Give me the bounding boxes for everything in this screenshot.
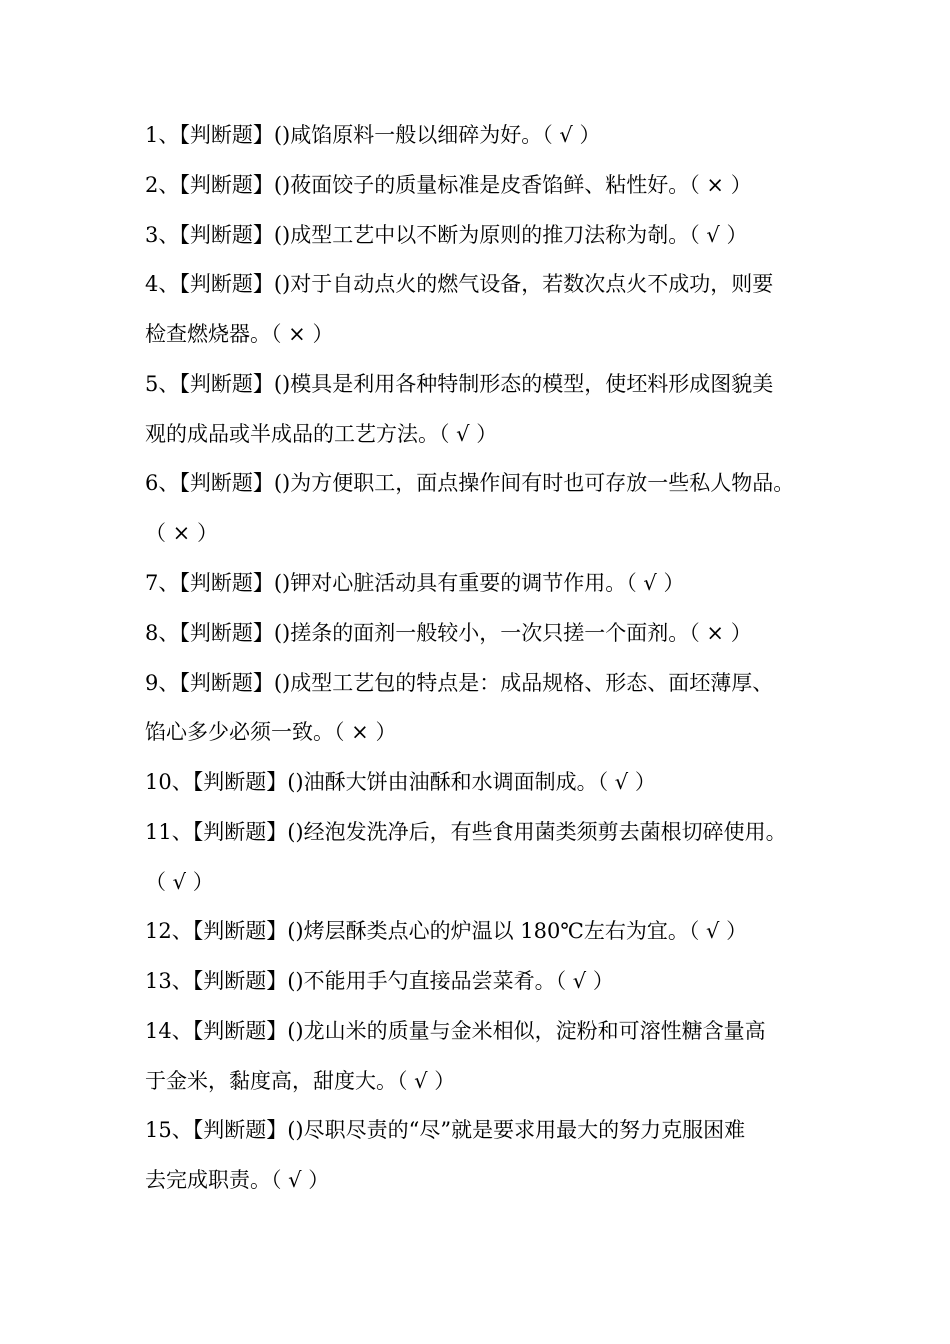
question-6-line-1: 6、【判断题】()为方便职工，面点操作间有时也可存放一些私人物品。 xyxy=(145,471,795,495)
question-8-line-1: 8、【判断题】()搓条的面剂一般较小，一次只搓一个面剂。（ × ） xyxy=(145,621,752,645)
question-12-line-1: 12、【判断题】()烤层酥类点心的炉温以 180℃左右为宜。（ √ ） xyxy=(145,919,748,943)
question-14-line-1: 14、【判断题】()龙山米的质量与金米相似，淀粉和可溶性糖含量高 xyxy=(145,1019,766,1043)
question-7-line-1: 7、【判断题】()钾对心脏活动具有重要的调节作用。（ √ ） xyxy=(145,571,685,595)
question-15-line-2: 去完成职责。（ √ ） xyxy=(145,1168,330,1192)
question-6-line-2: （ × ） xyxy=(145,521,218,545)
question-11-line-1: 11、【判断题】()经泡发洗净后，有些食用菌类须剪去菌根切碎使用。 xyxy=(145,820,787,844)
question-9-line-2: 馅心多少必须一致。（ × ） xyxy=(145,720,397,744)
question-11-line-2: （ √ ） xyxy=(145,870,214,894)
question-1-line-1: 1、【判断题】()咸馅原料一般以细碎为好。（ √ ） xyxy=(145,123,601,147)
question-10-line-1: 10、【判断题】()油酥大饼由油酥和水调面制成。（ √ ） xyxy=(145,770,656,794)
question-5-line-2: 观的成品或半成品的工艺方法。（ √ ） xyxy=(145,422,498,446)
question-4-line-1: 4、【判断题】()对于自动点火的燃气设备，若数次点火不成功，则要 xyxy=(145,272,774,296)
question-5-line-1: 5、【判断题】()模具是利用各种特制形态的模型，使坯料形成图貌美 xyxy=(145,372,774,396)
question-9-line-1: 9、【判断题】()成型工艺包的特点是：成品规格、形态、面坯薄厚、 xyxy=(145,671,774,695)
question-13-line-1: 13、【判断题】()不能用手勺直接品尝菜肴。（ √ ） xyxy=(145,969,614,993)
question-2-line-1: 2、【判断题】()莜面饺子的质量标准是皮香馅鲜、粘性好。（ × ） xyxy=(145,173,752,197)
question-15-line-1: 15、【判断题】()尽职尽责的“尽”就是要求用最大的努力克服困难 xyxy=(145,1118,746,1142)
question-14-line-2: 于金米，黏度高，甜度大。（ √ ） xyxy=(145,1069,456,1093)
question-4-line-2: 检查燃烧器。（ × ） xyxy=(145,322,334,346)
question-3-line-1: 3、【判断题】()成型工艺中以不断为原则的推刀法称为剞。（ √ ） xyxy=(145,223,748,247)
